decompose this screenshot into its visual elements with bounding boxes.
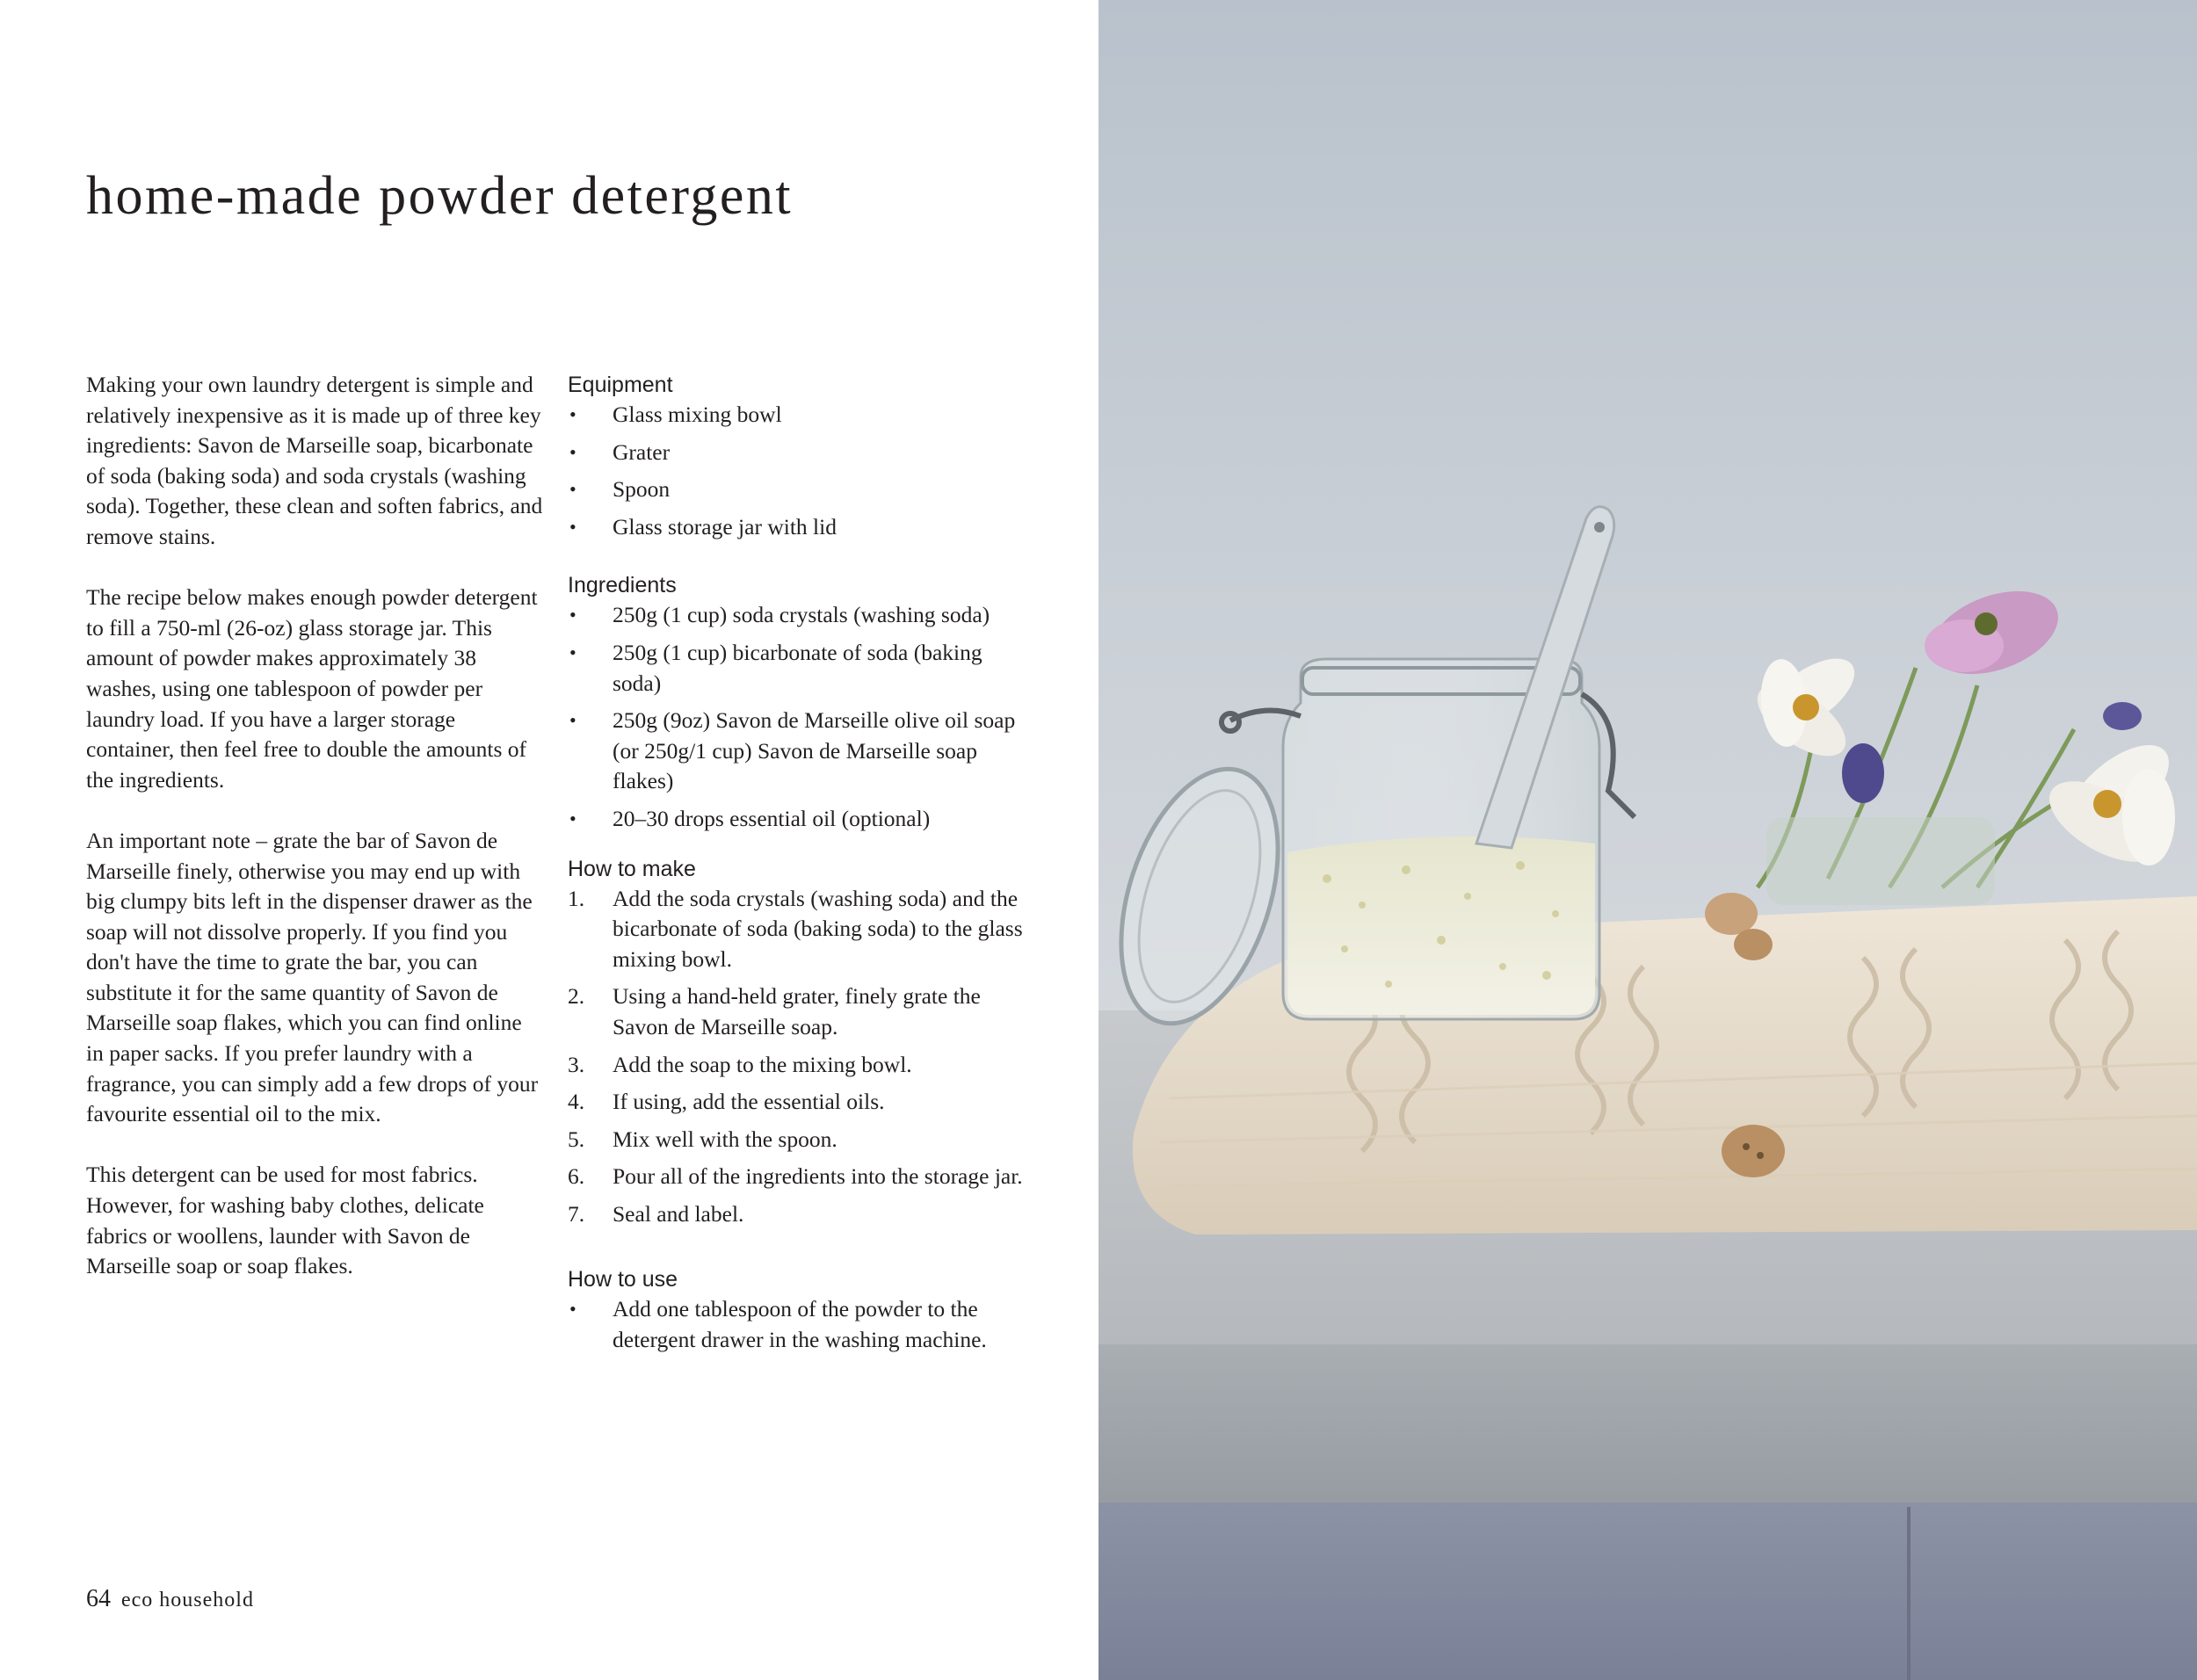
how-to-make-heading: How to make [568, 856, 696, 881]
equipment-item-text: Grater [613, 438, 671, 465]
step-text: If using, add the essential oils. [613, 1089, 885, 1115]
step-item [568, 884, 1025, 975]
ingredient-item-text: 250g (1 cup) soda crystals (washing soda) [613, 602, 990, 628]
intro-paragraph: This detergent can be used for most fabrics. However, for washing baby clothes, delicate fabrics or woollens, launder with Savon de Marseille soap or soap flakes. [86, 1162, 484, 1279]
recipe-column [568, 370, 1025, 1363]
intro-paragraph: An important note – grate the bar of Savon de Marseille finely, otherwise you may end up with big clumpy bits left in the dispenser drawer as the soap will not dissolve properly. If you find you don't have the time to grate the bar, you can substitute it for the same quantity of Savon de Marseille soap flakes, which you can find online in paper sacks. If you prefer laundry with a fragrance, you can simply add a few drops of your favourite essential oil to the mix. [86, 827, 539, 1127]
step-item [568, 1162, 1025, 1192]
equipment-item [568, 400, 1025, 431]
equipment-item-text: Spoon [613, 476, 671, 503]
page-footer [86, 1586, 254, 1613]
bullet-icon: • [569, 709, 576, 732]
ingredient-item-text: 250g (9oz) Savon de Marseille olive oil soap (or 250g/1 cup) Savon de Marseille soap flakes) [613, 707, 1016, 794]
vase [1766, 817, 1995, 905]
bullet-icon: • [569, 604, 576, 626]
how-to-make-steps [568, 884, 1025, 1230]
usage-item [568, 1294, 1025, 1355]
step-number: 4. [568, 1089, 585, 1115]
step-number: 2. [568, 983, 585, 1010]
step-item [568, 1125, 1025, 1155]
step-number: 7. [568, 1200, 585, 1227]
ingredient-item-text: 250g (1 cup) bicarbonate of soda (baking soda) [613, 639, 982, 696]
bullet-icon: • [569, 1298, 576, 1321]
running-head: eco household [121, 1589, 254, 1611]
ingredient-item [568, 638, 1025, 699]
ingredient-item-text: 20–30 drops essential oil (optional) [613, 805, 931, 831]
step-number: 3. [568, 1051, 585, 1077]
intro-paragraph: The recipe below makes enough powder detergent to fill a 750-ml (26-oz) glass storage jar. This amount of powder makes approximately 38 washes, using one tablespoon of powder per laundry load. If you have a larger storage container, then feel free to double the amounts of the ingredients. [86, 584, 538, 793]
step-text: Mix well with the spoon. [613, 1126, 837, 1152]
step-text: Add the soap to the mixing bowl. [613, 1051, 912, 1077]
page-title: home-made powder detergent [86, 166, 794, 226]
equipment-item [568, 474, 1025, 505]
ingredients-section [568, 570, 1025, 834]
how-to-use-list [568, 1294, 1025, 1355]
bullet-icon: • [569, 807, 576, 829]
equipment-item [568, 512, 1025, 543]
how-to-make-section [568, 854, 1025, 1230]
equipment-item [568, 438, 1025, 468]
step-item [568, 1050, 1025, 1081]
intro-paragraph: Making your own laundry detergent is simple and relatively inexpensive as it is made up of three key ingredients: Savon de Marseille soap, bicarbonate of soda (baking soda) and soda crystals (washing soda). Together, these clean and soften fabrics, and remove stains. [86, 372, 543, 549]
how-to-use-heading: How to use [568, 1267, 678, 1293]
photo-illustration [1098, 0, 2197, 1680]
equipment-section [568, 370, 1025, 542]
cabinet-gap [1907, 1507, 1911, 1680]
ingredient-item [568, 600, 1025, 631]
step-item [568, 981, 1025, 1042]
product-photo [1098, 0, 2197, 1680]
counter-edge [1098, 1344, 2197, 1503]
step-text: Pour all of the ingredients into the storage jar. [613, 1163, 1023, 1190]
equipment-heading: Equipment [568, 373, 673, 397]
step-number: 6. [568, 1163, 585, 1190]
ingredients-list [568, 600, 1025, 834]
bullet-icon: • [569, 478, 576, 501]
step-number: 1. [568, 885, 585, 911]
step-text: Using a hand-held grater, finely grate the Savon de Marseille soap. [613, 983, 981, 1039]
ingredient-item [568, 804, 1025, 835]
equipment-item-text: Glass mixing bowl [613, 402, 782, 427]
step-number: 5. [568, 1126, 585, 1152]
left-page [0, 0, 1098, 1680]
bullet-icon: • [569, 403, 576, 425]
ingredient-item [568, 706, 1025, 797]
step-item [568, 1087, 1025, 1118]
bullet-icon: • [569, 440, 576, 463]
step-text: Add the soda crystals (washing soda) and the bicarbonate of soda (baking soda) to the glass mixing bowl. [613, 885, 1023, 972]
usage-item-text: Add one tablespoon of the powder to the detergent drawer in the washing machine. [613, 1296, 987, 1353]
intro-column [86, 370, 543, 1312]
bullet-icon: • [569, 641, 576, 663]
how-to-use-section [568, 1264, 1025, 1355]
equipment-list [568, 400, 1025, 542]
step-text: Seal and label. [613, 1200, 744, 1227]
cabinet [1098, 1503, 2197, 1680]
step-item [568, 1199, 1025, 1230]
bullet-icon: • [569, 515, 576, 538]
equipment-item-text: Glass storage jar with lid [613, 513, 837, 539]
ingredients-heading: Ingredients [568, 573, 677, 598]
page-number: 64 [86, 1585, 111, 1612]
